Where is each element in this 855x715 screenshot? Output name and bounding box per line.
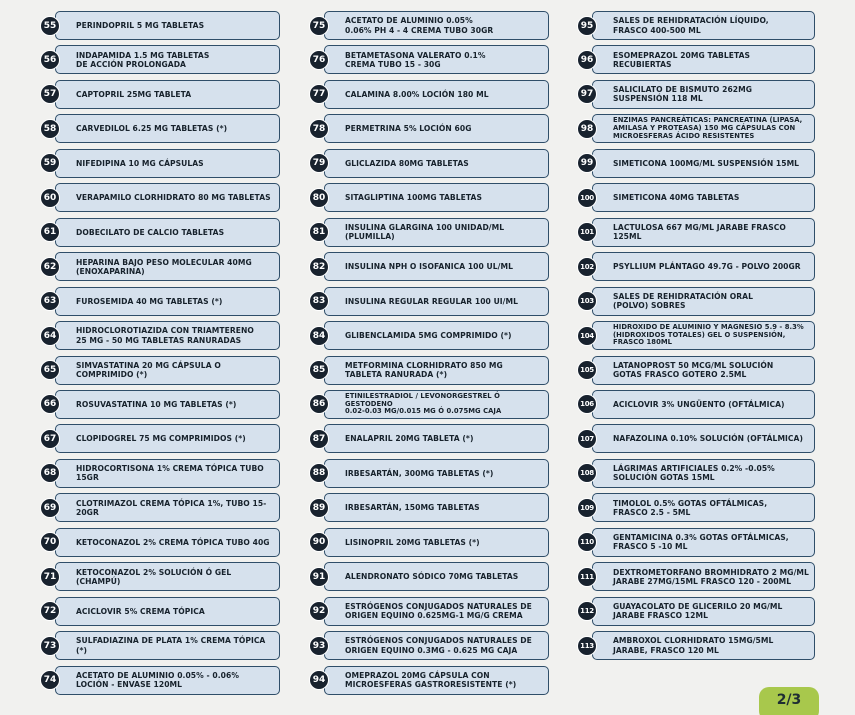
medication-item xyxy=(40,218,280,247)
medication-item xyxy=(40,562,280,591)
medication-label-box xyxy=(592,149,815,178)
medication-name: HIDROCORTISONA 1% CREMA TÓPICA TUBO 15GR xyxy=(76,464,264,483)
medication-item xyxy=(577,45,815,74)
item-number-badge: 91 xyxy=(309,567,329,587)
medication-name: NAFAZOLINA 0.10% SOLUCIÓN (OFTÁLMICA) xyxy=(613,434,803,444)
item-number-badge: 68 xyxy=(40,463,60,483)
medication-item xyxy=(309,218,549,247)
medication-item xyxy=(577,631,815,660)
medication-name: SALES DE REHIDRATACIÓN LÍQUIDO, FRASCO 400-500 ML xyxy=(613,16,769,35)
medication-label-box xyxy=(324,631,549,660)
medication-label-box xyxy=(592,390,815,419)
medication-label-box xyxy=(55,424,280,453)
medication-label-box xyxy=(324,390,549,419)
medication-label-box xyxy=(324,287,549,316)
item-number-badge: 100 xyxy=(577,188,597,208)
medication-item xyxy=(309,114,549,143)
item-number-badge: 58 xyxy=(40,119,60,139)
medication-name: INSULINA NPH O ISOFANICA 100 UL/ML xyxy=(345,262,513,272)
item-number-badge: 65 xyxy=(40,360,60,380)
medication-name: LACTULOSA 667 MG/ML JARABE FRASCO 125ML xyxy=(613,223,786,242)
medication-label-box xyxy=(592,183,815,212)
medication-label-box xyxy=(592,597,815,626)
medication-name: KETOCONAZOL 2% SOLUCIÓN Ó GEL (CHAMPÚ) xyxy=(76,567,232,586)
medication-item xyxy=(40,80,280,109)
medication-label-box xyxy=(324,149,549,178)
medication-label-box xyxy=(55,149,280,178)
item-number-badge: 95 xyxy=(577,16,597,36)
medication-item xyxy=(309,11,549,40)
medication-name: HIDROCLOROTIAZIDA CON TRIAMTERENO 25 MG - 50 MG TABLETAS RANURADAS xyxy=(76,326,254,345)
item-number-badge: 86 xyxy=(309,394,329,414)
item-number-badge: 57 xyxy=(40,84,60,104)
medication-name: GENTAMICINA 0.3% GOTAS OFTÁLMICAS, FRASCO 5 -10 ML xyxy=(613,533,789,552)
medication-label-box xyxy=(592,80,815,109)
item-number-badge: 94 xyxy=(309,670,329,690)
medication-name: ESTRÓGENOS CONJUGADOS NATURALES DE ORIGEN EQUINO 0.3MG - 0.625 MG CAJA xyxy=(345,636,532,655)
medication-item xyxy=(577,321,815,350)
medication-item xyxy=(309,493,549,522)
medication-name: AMBROXOL CLORHIDRATO 15MG/5ML JARABE, FRASCO 120 ML xyxy=(613,636,774,655)
medication-item xyxy=(577,183,815,212)
medication-label-box xyxy=(324,183,549,212)
medication-item xyxy=(309,80,549,109)
medication-item xyxy=(577,252,815,281)
medication-name: CLOPIDOGREL 75 MG COMPRIMIDOS (*) xyxy=(76,434,246,444)
medication-name: INDAPAMIDA 1.5 MG TABLETAS DE ACCIÓN PROLONGADA xyxy=(76,50,210,69)
medication-item xyxy=(309,287,549,316)
medication-label-box xyxy=(55,631,280,660)
medication-item xyxy=(40,149,280,178)
item-number-badge: 87 xyxy=(309,429,329,449)
item-number-badge: 84 xyxy=(309,326,329,346)
item-number-badge: 75 xyxy=(309,16,329,36)
medication-label-box xyxy=(55,493,280,522)
item-number-badge: 78 xyxy=(309,119,329,139)
medication-label-box xyxy=(592,11,815,40)
medication-label-box xyxy=(324,252,549,281)
item-number-badge: 61 xyxy=(40,222,60,242)
medication-label-box xyxy=(592,114,815,143)
medication-name: VERAPAMILO CLORHIDRATO 80 MG TABLETAS xyxy=(76,193,271,203)
medication-label-box xyxy=(55,287,280,316)
medication-label-box xyxy=(324,80,549,109)
medication-name: HEPARINA BAJO PESO MOLECULAR 40MG (ENOXAPARINA) xyxy=(76,257,252,276)
medication-name: CARVEDILOL 6.25 MG TABLETAS (*) xyxy=(76,124,228,134)
item-number-badge: 99 xyxy=(577,153,597,173)
page-indicator: 2/3 xyxy=(759,687,819,715)
medication-name: SIMETICONA 100MG/ML SUSPENSIÓN 15ML xyxy=(613,158,800,168)
item-number-badge: 82 xyxy=(309,257,329,277)
item-number-badge: 63 xyxy=(40,291,60,311)
medication-name: ACICLOVIR 3% UNGÜENTO (OFTÁLMICA) xyxy=(613,399,785,409)
item-number-badge: 101 xyxy=(577,222,597,242)
item-number-badge: 96 xyxy=(577,50,597,70)
medication-label-box xyxy=(55,459,280,488)
item-number-badge: 89 xyxy=(309,498,329,518)
medication-item xyxy=(577,218,815,247)
item-number-badge: 107 xyxy=(577,429,597,449)
medication-label-box xyxy=(592,459,815,488)
medication-name: GLIBENCLAMIDA 5MG COMPRIMIDO (*) xyxy=(345,330,512,340)
medication-name: METFORMINA CLORHIDRATO 850 MG TABLETA RANURADA (*) xyxy=(345,360,503,379)
medication-name: HIDROXIDO DE ALUMINIO Y MAGNESIO 5.9 - 8.3% (HIDROXIDOS TOTALES) GEL O SUSPENSIÓN, FRASCO 180ML xyxy=(613,323,804,347)
item-number-badge: 77 xyxy=(309,84,329,104)
medication-name: ACICLOVIR 5% CREMA TÓPICA xyxy=(76,606,205,616)
medication-item xyxy=(577,390,815,419)
item-number-badge: 73 xyxy=(40,636,60,656)
medication-label-box xyxy=(592,356,815,385)
medication-label-box xyxy=(592,218,815,247)
medication-label-box xyxy=(592,631,815,660)
medication-name: GUAYACOLATO DE GLICERILO 20 MG/ML JARABE FRASCO 12ML xyxy=(613,602,783,621)
item-number-badge: 110 xyxy=(577,532,597,552)
medication-label-box xyxy=(324,666,549,695)
medication-label-box xyxy=(592,528,815,557)
item-number-badge: 70 xyxy=(40,532,60,552)
medication-name: SIMVASTATINA 20 MG CÁPSULA O COMPRIMIDO (*) xyxy=(76,360,221,379)
medication-item xyxy=(577,562,815,591)
item-number-badge: 90 xyxy=(309,532,329,552)
medication-label-box xyxy=(55,356,280,385)
medication-item xyxy=(40,45,280,74)
medication-name: CALAMINA 8.00% LOCIÓN 180 ML xyxy=(345,89,489,99)
medication-label-box xyxy=(324,45,549,74)
medication-name: SALES DE REHIDRATACIÓN ORAL (POLVO) SOBRES xyxy=(613,291,753,311)
medication-label-box xyxy=(55,528,280,557)
medication-label-box xyxy=(324,114,549,143)
medication-label-box xyxy=(324,11,549,40)
medication-item xyxy=(309,631,549,660)
medication-name: CLOTRIMAZOL CREMA TÓPICA 1%, TUBO 15-20GR xyxy=(76,498,267,517)
item-number-badge: 109 xyxy=(577,498,597,518)
medication-item xyxy=(40,424,280,453)
medication-label-box xyxy=(55,114,280,143)
medication-name: SALICILATO DE BISMUTO 262MG SUSPENSIÓN 118 ML xyxy=(613,85,753,104)
medication-name: NIFEDIPINA 10 MG CÁPSULAS xyxy=(76,158,204,168)
item-number-badge: 60 xyxy=(40,188,60,208)
item-number-badge: 55 xyxy=(40,16,60,36)
medication-item xyxy=(40,114,280,143)
medication-label-box xyxy=(324,356,549,385)
medication-label-box xyxy=(55,80,280,109)
medication-name: ESTRÓGENOS CONJUGADOS NATURALES DE ORIGEN EQUINO 0.625MG-1 MG/G CREMA xyxy=(345,602,532,621)
medication-label-box xyxy=(324,528,549,557)
medication-name: PSYLLIUM PLÁNTAGO 49.7G - POLVO 200GR xyxy=(613,262,801,272)
medication-label-box xyxy=(324,459,549,488)
medication-label-box xyxy=(592,287,815,316)
medication-item xyxy=(309,562,549,591)
medication-item xyxy=(577,597,815,626)
item-number-badge: 72 xyxy=(40,601,60,621)
medication-item xyxy=(577,528,815,557)
item-number-badge: 111 xyxy=(577,567,597,587)
medication-name: ALENDRONATO SÓDICO 70MG TABLETAS xyxy=(345,572,519,582)
medication-name: LISINOPRIL 20MG TABLETAS (*) xyxy=(345,537,480,547)
medication-label-box xyxy=(55,390,280,419)
medication-label-box xyxy=(324,218,549,247)
item-number-badge: 80 xyxy=(309,188,329,208)
medication-item xyxy=(309,424,549,453)
medication-label-box xyxy=(55,45,280,74)
item-number-badge: 102 xyxy=(577,257,597,277)
item-number-badge: 108 xyxy=(577,463,597,483)
medication-label-box xyxy=(55,597,280,626)
medication-name: ENZIMAS PANCREÁTICAS: PANCREATINA (LIPASA, AMILASA Y PROTEASA) 150 MG CÁPSULAS CON MICROESFERAS ÁCIDO RESISTENTES xyxy=(613,116,803,140)
medication-name: INSULINA REGULAR REGULAR 100 UI/ML xyxy=(345,296,518,306)
item-number-badge: 97 xyxy=(577,84,597,104)
medication-label-box xyxy=(592,424,815,453)
medication-label-box xyxy=(55,252,280,281)
medication-item xyxy=(40,459,280,488)
medication-item xyxy=(40,666,280,695)
medication-item xyxy=(40,183,280,212)
medication-name: SULFADIAZINA DE PLATA 1% CREMA TÓPICA (*) xyxy=(76,636,266,655)
medication-item xyxy=(309,356,549,385)
item-number-badge: 69 xyxy=(40,498,60,518)
medication-label-box xyxy=(324,597,549,626)
medication-name: GLICLAZIDA 80MG TABLETAS xyxy=(345,158,469,168)
medication-item xyxy=(40,528,280,557)
item-number-badge: 62 xyxy=(40,257,60,277)
item-number-badge: 93 xyxy=(309,636,329,656)
medication-item xyxy=(577,80,815,109)
medication-name: OMEPRAZOL 20MG CÁPSULA CON MICROESFERAS GASTRORESISTENTE (*) xyxy=(345,670,517,690)
medication-item xyxy=(309,252,549,281)
medication-name: TIMOLOL 0.5% GOTAS OFTÁLMICAS, FRASCO 2.5 - 5ML xyxy=(613,498,768,517)
medication-item xyxy=(40,356,280,385)
item-number-badge: 71 xyxy=(40,567,60,587)
item-number-badge: 83 xyxy=(309,291,329,311)
medication-name: IRBESARTÁN, 300MG TABLETAS (*) xyxy=(345,468,494,478)
medication-label-box xyxy=(55,666,280,695)
medication-name: ETINILESTRADIOL / LEVONORGESTREL Ó GESTODENO 0.02-0.03 MG/0.015 MG Ó 0.075MG CAJA xyxy=(345,392,502,416)
medication-item xyxy=(577,287,815,316)
item-number-badge: 66 xyxy=(40,394,60,414)
medication-name: PERINDOPRIL 5 MG TABLETAS xyxy=(76,20,205,30)
item-number-badge: 106 xyxy=(577,394,597,414)
item-number-badge: 85 xyxy=(309,360,329,380)
medication-item xyxy=(309,528,549,557)
item-number-badge: 76 xyxy=(309,50,329,70)
medication-item xyxy=(40,493,280,522)
item-number-badge: 113 xyxy=(577,636,597,656)
medication-label-box xyxy=(592,562,815,591)
medication-label-box xyxy=(324,321,549,350)
medication-name: CAPTOPRIL 25MG TABLETA xyxy=(76,89,192,99)
medication-item xyxy=(40,11,280,40)
medication-item xyxy=(309,45,549,74)
medication-item xyxy=(309,149,549,178)
medication-item xyxy=(309,183,549,212)
medication-name: SITAGLIPTINA 100MG TABLETAS xyxy=(345,193,482,203)
medication-label-box xyxy=(324,493,549,522)
medication-label-box xyxy=(592,45,815,74)
item-number-badge: 79 xyxy=(309,153,329,173)
medication-item xyxy=(577,114,815,143)
medication-label-box xyxy=(55,11,280,40)
medication-item xyxy=(40,252,280,281)
medication-item xyxy=(309,390,549,419)
medication-name: BETAMETASONA VALERATO 0.1% CREMA TUBO 15 - 30G xyxy=(345,50,486,69)
medication-item xyxy=(577,459,815,488)
medication-name: ACETATO DE ALUMINIO 0.05% 0.06% PH 4 - 4 CREMA TUBO 30GR xyxy=(345,16,494,35)
medication-label-box xyxy=(55,321,280,350)
medication-name: FUROSEMIDA 40 MG TABLETAS (*) xyxy=(76,296,223,306)
medication-item xyxy=(309,321,549,350)
item-number-badge: 88 xyxy=(309,463,329,483)
medication-name: SIMETICONA 40MG TABLETAS xyxy=(613,193,740,203)
medication-label-box xyxy=(592,493,815,522)
medication-name: IRBESARTÁN, 150MG TABLETAS xyxy=(345,503,480,513)
medication-item xyxy=(577,424,815,453)
medication-label-box xyxy=(324,424,549,453)
item-number-badge: 74 xyxy=(40,670,60,690)
medication-item xyxy=(577,149,815,178)
item-number-badge: 98 xyxy=(577,119,597,139)
medication-item xyxy=(40,597,280,626)
item-number-badge: 92 xyxy=(309,601,329,621)
medication-item xyxy=(40,390,280,419)
item-number-badge: 105 xyxy=(577,360,597,380)
medication-item xyxy=(40,321,280,350)
medication-item xyxy=(309,597,549,626)
medication-item xyxy=(40,631,280,660)
item-number-badge: 56 xyxy=(40,50,60,70)
item-number-badge: 59 xyxy=(40,153,60,173)
medication-name: ACETATO DE ALUMINIO 0.05% - 0.06% LOCIÓN - ENVASE 120ML xyxy=(76,670,239,690)
medication-name: DEXTROMETORFANO BROMHIDRATO 2 MG/ML JARABE 27MG/15ML FRASCO 120 - 200ML xyxy=(613,567,809,586)
medication-label-box xyxy=(55,218,280,247)
medication-name: ESOMEPRAZOL 20MG TABLETAS RECUBIERTAS xyxy=(613,50,751,69)
item-number-badge: 104 xyxy=(577,326,597,346)
medication-name: PERMETRINA 5% LOCIÓN 60G xyxy=(345,124,472,134)
medication-label-box xyxy=(55,183,280,212)
item-number-badge: 81 xyxy=(309,222,329,242)
medication-item xyxy=(577,11,815,40)
medication-item xyxy=(577,493,815,522)
medication-label-box xyxy=(324,562,549,591)
medication-name: ENALAPRIL 20MG TABLETA (*) xyxy=(345,434,474,444)
medication-item xyxy=(309,666,549,695)
item-number-badge: 64 xyxy=(40,326,60,346)
medication-label-box xyxy=(592,252,815,281)
medication-name: LÁGRIMAS ARTIFICIALES 0.2% -0.05% SOLUCIÓN GOTAS 15ML xyxy=(613,464,775,483)
medication-name: KETOCONAZOL 2% CREMA TÓPICA TUBO 40G xyxy=(76,537,270,547)
item-number-badge: 112 xyxy=(577,601,597,621)
medication-item xyxy=(309,459,549,488)
medication-name: DOBECILATO DE CALCIO TABLETAS xyxy=(76,227,225,237)
item-number-badge: 67 xyxy=(40,429,60,449)
medication-name: ROSUVASTATINA 10 MG TABLETAS (*) xyxy=(76,399,237,409)
item-number-badge: 103 xyxy=(577,291,597,311)
medication-item xyxy=(40,287,280,316)
medication-label-box xyxy=(55,562,280,591)
medication-name: LATANOPROST 50 MCG/ML SOLUCIÓN GOTAS FRASCO GOTERO 2.5ML xyxy=(613,360,774,379)
medication-label-box xyxy=(592,321,815,350)
medication-name: INSULINA GLARGINA 100 UNIDAD/ML (PLUMILLA) xyxy=(345,223,505,242)
medication-item xyxy=(577,356,815,385)
